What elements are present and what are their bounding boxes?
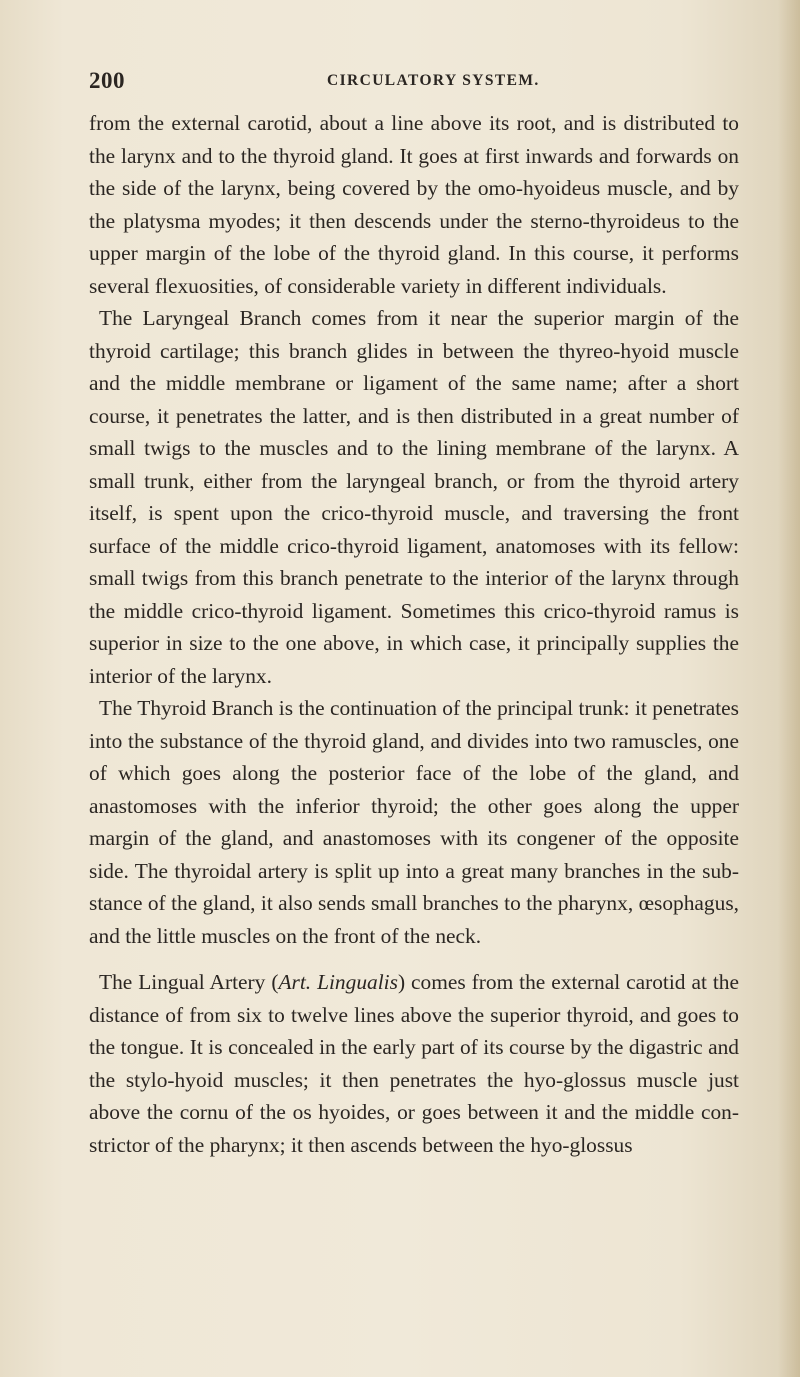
lingual-rest-text: ) comes from the external carotid at the distance of from six to twelve lines above the superior thyroid, and goes to the tongue. It is concealed in the early part of its course by the digastric and the stylo-hyoid muscles; it then penetrates the hyo-glossus muscle just above the cornu of the os hyoides, or goes between it and the middle constrictor of the pharynx; it then ascends between the hyo-glossus bbox=[89, 970, 739, 1157]
header-title: CIRCULATORY SYSTEM. bbox=[327, 72, 540, 89]
running-head bbox=[89, 68, 749, 94]
page-edge-shadow bbox=[778, 0, 800, 1377]
paragraph-lingual-artery bbox=[89, 966, 739, 1161]
paragraph-continuation: from the external carotid, about a line above its root, and is distributed to the larynx and to the thyroid gland. It goes at first inwards and forwards on the side of the larynx, being covered by the omo-hyoideus muscle, and by the platysma myodes; it then descends under the sterno-thyroideus to the upper margin of the lobe of the thyroid gland. In this course, it performs several flexuosities, of considerable variety in different individuals. bbox=[89, 111, 739, 298]
paragraph-thyroid-branch: The Thyroid Branch is the continuation of the principal trunk: it penetrates into the substance of the thyroid gland, and divides into two ramuscles, one of which goes along the posterior face of the lobe of the gland, and anastomoses with the inferior thyroid; the other goes along the upper margin of the gland, and anastomoses with its congener of the opposite side. The thyroidal artery is split up into a great many branches in the substance of the gland, it also sends small branches to the pharynx, œsophagus, and the little muscles on the front of the neck. bbox=[89, 696, 739, 948]
body-text bbox=[89, 107, 739, 1161]
lingual-latin-name: Art. Lingualis bbox=[278, 970, 398, 994]
page-number: 200 bbox=[89, 68, 125, 93]
paragraph-laryngeal-branch: The Laryngeal Branch comes from it near the superior margin of the thyroid cartilage; this branch glides in between the thyreo-hyoid muscle and the middle membrane or ligament of the same name; after a short course, it penetrates the latter, and is then distributed in a great number of small twigs to the muscles and to the lining membrane of the larynx. A small trunk, either from the laryngeal branch, or from the thyroid artery itself, is spent upon the crico-thyroid muscle, and traversing the front surface of the middle crico-thyroid ligament, anatomoses with its fellow: small twigs from this branch penetrate to the interior of the larynx through the middle crico-thyroid ligament. Sometimes this crico-thyroid ramus is superior in size to the one above, in which case, it principally supplies the interior of the larynx. bbox=[89, 306, 739, 688]
lingual-lead-text: The Lingual Artery ( bbox=[99, 970, 279, 994]
